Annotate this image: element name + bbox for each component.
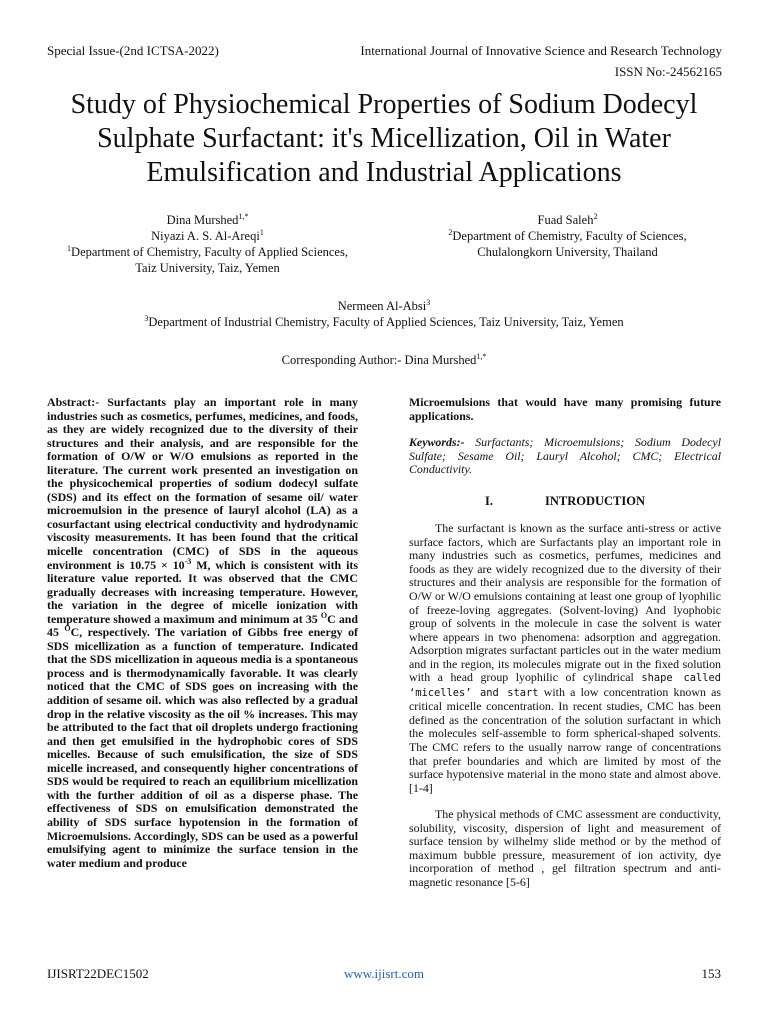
author-name: Niyazi A. S. Al-Areqi	[151, 229, 260, 243]
author-sup: 1	[259, 227, 264, 237]
section-title: INTRODUCTION	[544, 493, 645, 508]
header-issn: ISSN No:-24562165	[614, 64, 722, 79]
author-line	[40, 212, 375, 228]
degree-sup: O	[320, 610, 328, 620]
footer-paper-id: IJISRT22DEC1502	[47, 966, 149, 981]
abstract-text-3: C and 45	[47, 611, 358, 640]
degree-sup: O	[64, 624, 71, 634]
author-line	[40, 298, 728, 314]
author-name: Dina Murshed	[166, 213, 239, 227]
abstract-continuation: Microemulsions that would have many promising future applications.	[409, 395, 721, 423]
corresponding-sup: 1,*	[476, 351, 487, 361]
abstract-text-1: Surfactants play an important role in many industries such as cosmetics, perfumes, medicines, and foods, as they are widely recognized due to the diversity of their structures and their analysis, and are responsible for the formation of O/W or W/O emulsions as reported in the literature. The current work presented an investigation on the physicochemical properties of sodium dodecyl sulfate (SDS) and its effect on the formation of sesame oil/ water microemulsion in the presence of lauryl alcohol (LA) as a cosurfactant using electrical conductivity and hydrodynamic viscosity measurements. It has been found that the critical micelle concentration (CMC) of SDS in the aqueous environment is 10.75 × 10	[47, 395, 358, 572]
author-block-right	[400, 212, 735, 260]
section-heading	[409, 495, 721, 509]
keywords-label: Keywords:-	[409, 435, 465, 450]
author-name: Nermeen Al-Absi	[337, 299, 427, 313]
abstract-text-2: M, which is consistent with its literature value reported. It was observed that the CMC gradually decreases with increasing temperature. However, the variation in the degree of micelle ionization with temperature showed a maximum and minimum at 35	[47, 557, 358, 626]
abstract	[47, 396, 358, 870]
affiliation-line	[40, 244, 375, 260]
affiliation-line: Chulalongkorn University, Thailand	[477, 245, 658, 259]
affiliation-line	[40, 314, 728, 330]
section-number: I.	[484, 493, 493, 508]
affiliation-text: Department of Industrial Chemistry, Faculty of Applied Sciences, Taiz University, Taiz, Yemen	[148, 315, 624, 329]
intro-text-1b: with a low concentration known as critical micelle concentration. In recent studies, CMC has been defined as the concentration of the solution surfactant in which the molecules self-assemble to form spherical-shaped solvents. The CMC refers to the usually narrow range of concentrations that prefer boundaries and which are limited by most of the surface hypotensive material in the mono state and almost above. [1-4]	[409, 684, 721, 795]
intro-paragraph-1	[409, 522, 721, 795]
aff-sup: 2	[448, 227, 453, 237]
header-journal: International Journal of Innovative Science and Research Technology	[360, 43, 722, 58]
affiliation-text: Department of Chemistry, Faculty of Applied Sciences,	[71, 245, 348, 259]
author-block-center	[40, 298, 728, 330]
affiliation-text: Department of Chemistry, Faculty of Sciences,	[452, 229, 687, 243]
header-issue: Special Issue-(2nd ICTSA-2022)	[47, 43, 219, 58]
aff-sup: 1	[67, 243, 72, 253]
author-sup: 1,*	[238, 211, 249, 221]
footer-center-wrap	[0, 966, 768, 982]
author-sup: 3	[426, 297, 431, 307]
exponent: -3	[184, 556, 192, 566]
footer-website-link[interactable]: www.ijisrt.com	[343, 966, 425, 981]
intro-paragraph-2: The physical methods of CMC assessment are conductivity, solubility, viscosity, dispersion of light and measurement of surface tension by wilhelmy slide method or by the method of maximum bubble pressure, measurement of ion activity, dye incorporation of method , gel filtration spectrum and anti-magnetic resonance [5-6]	[409, 807, 721, 889]
author-sup: 2	[593, 211, 598, 221]
corresponding-text: Corresponding Author:- Dina Murshed	[281, 353, 477, 367]
keywords	[409, 436, 721, 477]
right-column	[409, 396, 721, 890]
keywords-text: Surfactants; Microemulsions; Sodium Dodecyl Sulfate; Sesame Oil; Lauryl Alcohol; CMC; Electrical Conductivity.	[409, 435, 721, 477]
affiliation-line: Taiz University, Taiz, Yemen	[135, 261, 280, 275]
footer-page-number: 153	[701, 966, 721, 981]
corresponding-author	[40, 352, 728, 368]
author-line	[40, 228, 375, 244]
author-block-left	[40, 212, 375, 276]
author-name: Fuad Saleh	[537, 213, 594, 227]
intro-mono-text: shape called ‘micelles’ and start	[409, 672, 721, 699]
abstract-label: Abstract:-	[47, 395, 100, 409]
affiliation-line	[400, 228, 735, 244]
aff-sup: 3	[144, 313, 149, 323]
author-line	[400, 212, 735, 228]
intro-text-1a: The surfactant is known as the surface anti-stress or active surface factors, which are Surfactants play an important role in many industries such as cosmetics, perfumes, medicines and foods as they are widely recognized due to the diversity of their structures and their analysis are responsible for the formation of O/W or W/O emulsions containing at least one group of lyophilic of freeze-loving aggregates. (Solvent-loving) And lyophobic group of solvents in the molecule in case the solvent is water where appears in two phenomena: adsorption and aggregation. Adsorption migrates surfactant particles out in the water medium and in the region, its molecules migrate out in the fixed solution with a head group lyophilic of cylindrical	[409, 521, 721, 685]
paper-title: Study of Physiochemical Properties of Sodium Dodecyl Sulphate Surfactant: it's Micellization, Oil in Water Emulsification and Industrial Applications	[70, 89, 698, 188]
abstract-text-4: C, respectively. The variation of Gibbs free energy of SDS micellization as a function of temperature. Indicated that the SDS micellization in aqueous media is a spontaneous process and is thermodynamically favorable. It was clearly noticed that the CMC of SDS goes on increasing with the addition of sesame oil. which was also reflected by a gradual drop in the relative viscosity as the oil % increases. This may be attributed to the fact that oil droplets undergo fractioning and then get emulsified in the hydrophobic cores of SDS micelles. Because of such emulsification, the size of SDS micelle increased, and consequently higher concentrations of SDS would be required to reach an equilibrium micellization with the further addition of oil as a disperse phase. The effectiveness of SDS on emulsification demonstrated the ability of SDS surface hypotension in the formation of Microemulsions. Accordingly, SDS can be used as a powerful emulsifying agent to minimize the surface tension in the water medium and produce	[47, 625, 358, 870]
